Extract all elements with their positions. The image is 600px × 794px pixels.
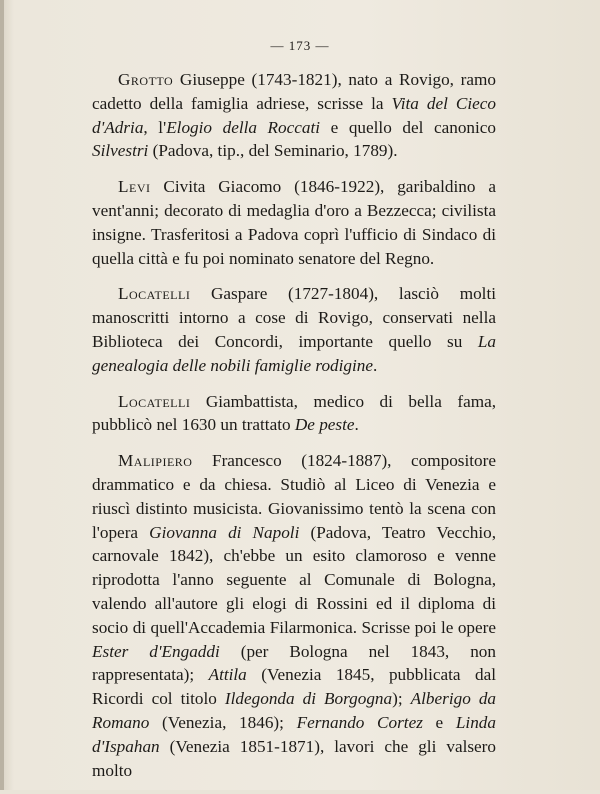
entry-surname: Levi xyxy=(118,177,151,197)
entry-text: Francesco (1824-1887), compositore drammatico e da chiesa. Studiò al Liceo di Venezia e riuscì distinto musicista. Giovanissimo tentò la scena con l'opera xyxy=(92,451,496,542)
entry-text: . xyxy=(354,415,359,435)
italic-title: Ester d'Engaddi xyxy=(92,641,220,661)
entry-text: (Padova, Teatro Vecchio, carnovale 1842), ch'ebbe un esito clamoroso e venne riprodotta l'anno seguente al Comunale di Bologna, valendo all'autore gli elogi di Rossini ed il diploma di socio di quell'Accademia Filarmonica. Scrisse poi le opere xyxy=(92,522,497,637)
italic-title: Vita del Cieco d'Adria xyxy=(92,93,496,137)
italic-title: Silvestri xyxy=(92,141,149,161)
entry-surname: Locatelli xyxy=(118,391,191,411)
entry-levi xyxy=(92,175,496,270)
italic-title: La genealogia delle nobili famiglie rodigine xyxy=(92,331,496,375)
entry-text: (Venezia, 1846); xyxy=(149,712,297,732)
entry-grotto xyxy=(92,68,496,163)
entry-text: Giambattista, medico di bella fama, pubblicò nel 1630 un trattato xyxy=(92,391,496,435)
entry-surname: Grotto xyxy=(118,70,174,89)
entry-text: . xyxy=(373,355,378,375)
entry-text: e xyxy=(422,712,456,732)
entry-surname: Malipiero xyxy=(118,451,193,471)
entry-text: Gaspare (1727-1804), lasciò molti manoscritti intorno a cose di Rovigo, conservati nella Biblioteca dei Concordi, importante quello su xyxy=(92,284,496,351)
entry-text: (Venezia 1845, pubblicata dal Ricordi col titolo xyxy=(92,665,496,709)
italic-title: Ildegonda di Borgogna xyxy=(224,689,393,709)
page-content xyxy=(92,68,496,794)
italic-title: Linda d'Ispahan xyxy=(92,712,496,756)
italic-title: Giovanna di Napoli xyxy=(149,522,300,542)
entry-locatelli-gaspare xyxy=(92,282,496,377)
entry-text: (per Bologna nel 1843, non rappresentata); xyxy=(92,641,496,685)
page-number: — 173 — xyxy=(270,38,330,53)
entry-text: ); xyxy=(392,689,411,709)
entry-text: , l' xyxy=(143,117,167,137)
italic-title: Fernando Cortez xyxy=(296,712,423,732)
entry-locatelli-giambattista xyxy=(92,390,496,438)
italic-title: De peste xyxy=(294,415,355,435)
entry-surname: Locatelli xyxy=(118,284,191,304)
italic-title: Attila xyxy=(208,665,247,685)
italic-title: Alberigo da Romano xyxy=(92,689,497,732)
entry-text: Civita Giacomo (1846-1922), garibaldino a vent'anni; decorato di medaglia d'oro a Bezzecca; civilista insigne. Trasferitosi a Padova coprì l'ufficio di Sindaco di quella città e fu poi nominato senatore del Regno. xyxy=(92,177,496,268)
page-gutter xyxy=(0,0,4,790)
entry-text: (Venezia 1851-1871), lavori che gli valsero molto xyxy=(92,736,496,780)
entry-malipiero xyxy=(92,449,496,782)
entry-text: Giuseppe (1743-1821), nato a Rovigo, ramo cadetto della famiglia adriese, scrisse la xyxy=(92,70,496,113)
entry-text: (Padova, tip., del Seminario, 1789). xyxy=(148,141,398,161)
italic-title: Elogio della Roccati xyxy=(166,117,321,137)
entry-text: e quello del canonico xyxy=(320,117,496,137)
